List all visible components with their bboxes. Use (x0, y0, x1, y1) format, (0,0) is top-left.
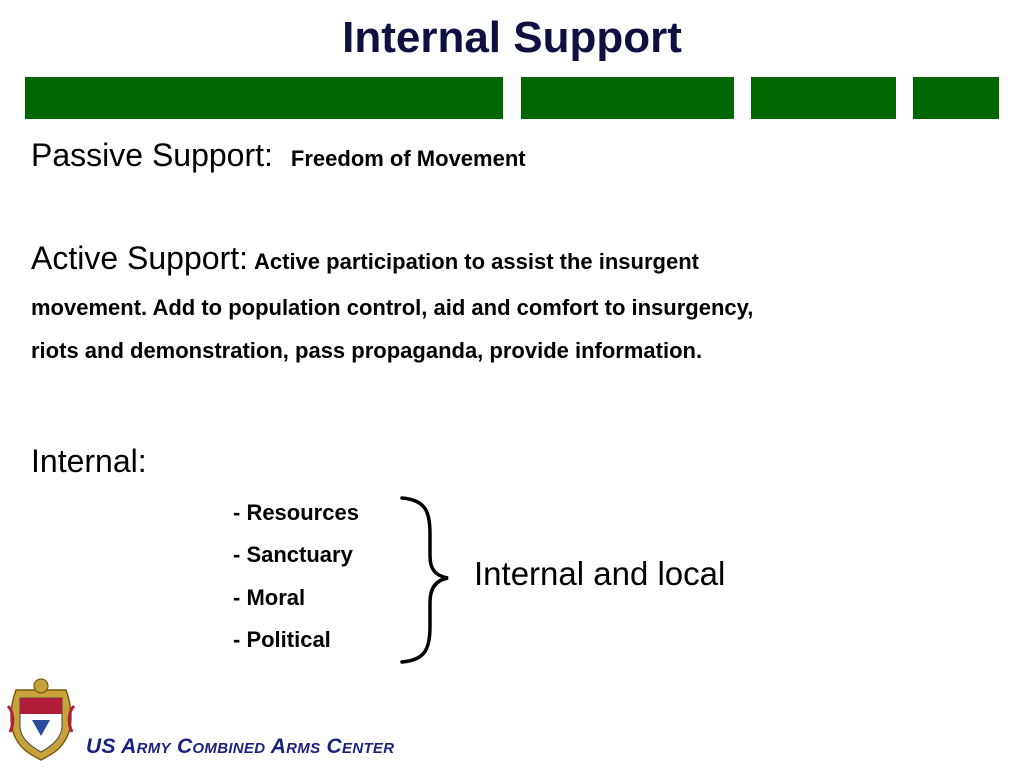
accent-bar-4 (913, 77, 999, 119)
active-support-text-1: Active participation to assist the insurgent (254, 249, 699, 274)
active-support-text-3: riots and demonstration, pass propaganda, provide information. (31, 338, 703, 363)
passive-support-line (31, 137, 526, 174)
internal-item-sanctuary: - Sanctuary (233, 542, 353, 567)
passive-support-text: Freedom of Movement (290, 146, 526, 171)
accent-bar-3 (751, 77, 896, 119)
accent-bar-1 (25, 77, 503, 119)
active-support-label: Active Support: (31, 240, 248, 276)
slide-title: Internal Support (342, 13, 682, 62)
internal-item-resources: - Resources (233, 500, 359, 525)
passive-support-label: Passive Support: (31, 137, 273, 173)
active-support-text-2: movement. Add to population control, aid and comfort to insurgency, (31, 295, 754, 320)
internal-item-moral: - Moral (233, 585, 306, 610)
internal-label: Internal: (31, 443, 147, 479)
footer-organization: US Army Combined Arms Center (86, 735, 395, 758)
army-crest-logo (6, 676, 76, 764)
active-support-line (31, 240, 699, 277)
curly-brace-icon (398, 494, 458, 666)
accent-bar-2 (521, 77, 734, 119)
internal-group-label: Internal and local (474, 555, 726, 592)
internal-item-political: - Political (233, 627, 331, 652)
